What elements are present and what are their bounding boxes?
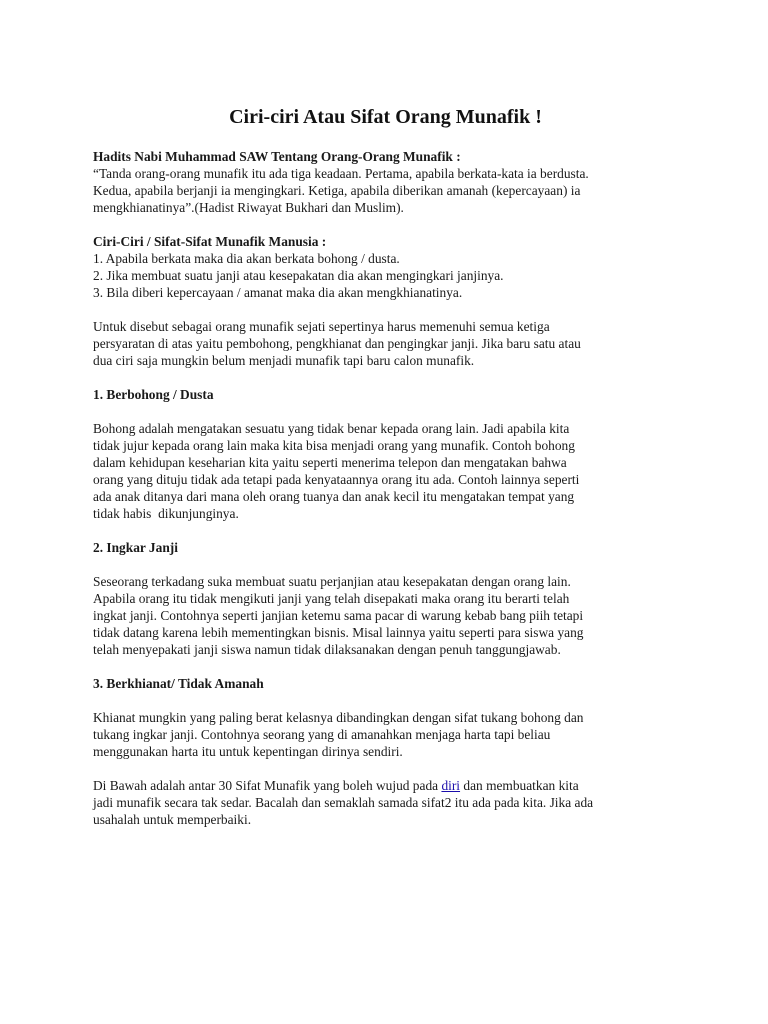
paragraph-line [93, 777, 678, 794]
closing-text-after-link: dan membuatkan kita [460, 778, 579, 793]
paragraph-line: tidak habis dikunjunginya. [93, 506, 239, 521]
paragraph-line: menggunakan harta itu untuk kepentingan dirinya sendiri. [93, 744, 403, 759]
hadits-line: mengkhianatinya”.(Hadist Riwayat Bukhari dan Muslim). [93, 200, 404, 215]
paragraph-line: dalam kehidupan keseharian kita yaitu seperti menerima telepon dan mengatakan bahwa [93, 455, 567, 470]
hadits-block [93, 148, 678, 216]
paragraph-gap [93, 301, 678, 318]
intro-paragraph [93, 318, 678, 369]
section-heading-berkhianat: 3. Berkhianat/ Tidak Amanah [93, 676, 264, 691]
paragraph-gap [93, 692, 678, 709]
paragraph-line: dua ciri saja mungkin belum menjadi munafik tapi baru calon munafik. [93, 353, 475, 368]
paragraph-gap [93, 658, 678, 675]
hadits-line: “Tanda orang-orang munafik itu ada tiga keadaan. Pertama, apabila berkata-kata ia berdusta. [93, 166, 589, 181]
paragraph-line: telah menyepakati janji siswa namun tidak dilaksanakan dengan penuh tanggungjawab. [93, 642, 561, 657]
paragraph-gap [93, 760, 678, 777]
section-heading-berbohong: 1. Berbohong / Dusta [93, 387, 214, 402]
section-heading-ingkar-janji: 2. Ingkar Janji [93, 540, 178, 555]
section-paragraph-ingkar-janji [93, 573, 678, 658]
paragraph-line: orang yang dituju tidak ada tetapi pada kenyataannya orang itu ada. Contoh lainnya seperti [93, 472, 580, 487]
section-paragraph-berbohong [93, 420, 678, 522]
paragraph-gap [93, 403, 678, 420]
paragraph-line: tidak datang karena lebih mementingkan bisnis. Misal lainnya yaitu seperti para siswa yang [93, 625, 584, 640]
diri-link[interactable]: diri [441, 778, 461, 793]
paragraph-line: Untuk disebut sebagai orang munafik sejati sepertinya harus memenuhi semua ketiga [93, 319, 550, 334]
paragraph-gap [93, 369, 678, 386]
ciri-heading: Ciri-Ciri / Sifat-Sifat Munafik Manusia : [93, 234, 327, 249]
closing-paragraph [93, 777, 678, 828]
paragraph-line: Apabila orang itu tidak mengikuti janji yang telah disepakati maka orang itu berarti telah [93, 591, 570, 606]
paragraph-line: persyaratan di atas yaitu pembohong, pengkhianat dan pengingkar janji. Jika baru satu atau [93, 336, 581, 351]
document-page [93, 104, 678, 828]
paragraph-line: jadi munafik secara tak sedar. Bacalah dan semaklah samada sifat2 itu ada pada kita. Jika ada [93, 795, 594, 810]
paragraph-line: Bohong adalah mengatakan sesuatu yang tidak benar kepada orang lain. Jadi apabila kita [93, 421, 570, 436]
ciri-list-item: 2. Jika membuat suatu janji atau kesepakatan dia akan mengingkari janjinya. [93, 268, 504, 283]
paragraph-gap [93, 556, 678, 573]
paragraph-line: Seseorang terkadang suka membuat suatu perjanjian atau kesepakatan dengan orang lain. [93, 574, 571, 589]
ciri-block [93, 233, 678, 301]
paragraph-line: ada anak ditanya dari mana oleh orang tuanya dan anak kecil itu mengatakan tempat yang [93, 489, 575, 504]
closing-text-before-link: Di Bawah adalah antar 30 Sifat Munafik yang boleh wujud pada [93, 778, 442, 793]
paragraph-gap [93, 216, 678, 233]
paragraph-gap [93, 522, 678, 539]
ciri-list-item: 1. Apabila berkata maka dia akan berkata bohong / dusta. [93, 251, 400, 266]
ciri-list-item: 3. Bila diberi kepercayaan / amanat maka dia akan mengkhianatinya. [93, 285, 463, 300]
paragraph-line: Khianat mungkin yang paling berat kelasnya dibandingkan dengan sifat tukang bohong dan [93, 710, 584, 725]
paragraph-line: usahalah untuk memperbaiki. [93, 812, 252, 827]
hadits-line: Kedua, apabila berjanji ia mengingkari. Ketiga, apabila diberikan amanah (kepercayaan) ia [93, 183, 581, 198]
section-paragraph-berkhianat [93, 709, 678, 760]
page-title: Ciri-ciri Atau Sifat Orang Munafik ! [229, 106, 542, 128]
paragraph-line: ingkat janji. Contohnya seperti janjian ketemu sama pacar di warung kebab bang piih tetapi [93, 608, 584, 623]
paragraph-line: tidak jujur kepada orang lain maka kita bisa menjadi orang yang munafik. Contoh bohong [93, 438, 575, 453]
hadits-heading: Hadits Nabi Muhammad SAW Tentang Orang-Orang Munafik : [93, 149, 461, 164]
paragraph-line: tukang ingkar janji. Contohnya seorang yang di amanahkan menjaga harta tapi beliau [93, 727, 551, 742]
